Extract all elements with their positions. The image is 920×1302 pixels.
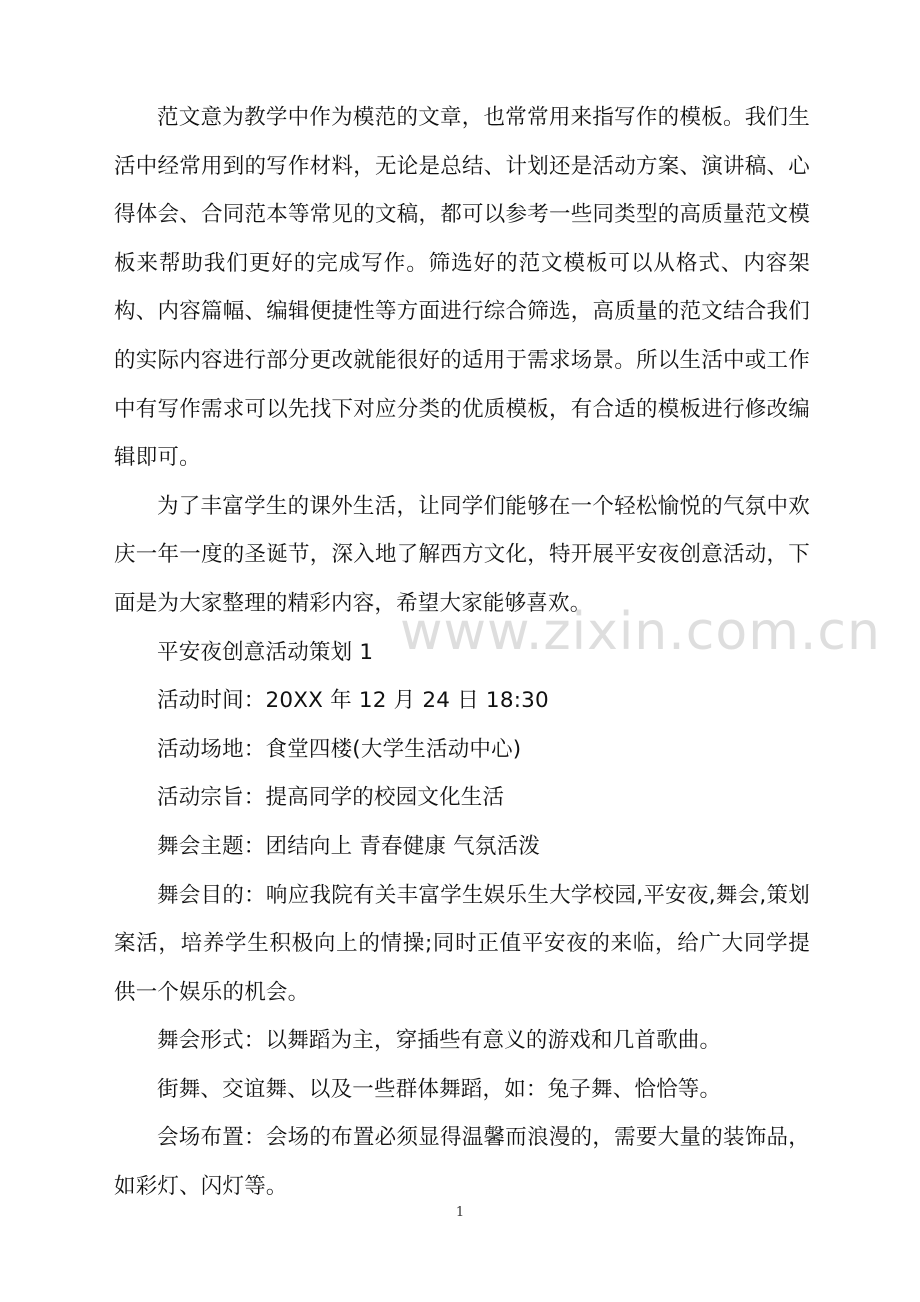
dance-goal: 舞会目的：响应我院有关丰富学生娱乐生大学校园,平安夜,舞会,策划案活，培养学生积极向上的情操;同时正值平安夜的来临，给广大同学提供一个娱乐的机会。 — [114, 882, 810, 1005]
intro-paragraph: 范文意为教学中作为模范的文章，也常常用来指写作的模板。我们生活中经常用到的写作材料，无论是总结、计划还是活动方案、演讲稿、心得体会、合同范本等常见的文稿，都可以参考一些同类型的高质量范文模板来帮助我们更好的完成写作。筛选好的范文模板可以从格式、内容架构、内容篇幅、编辑便捷性等方面进行综合筛选，高质量的范文结合我们的实际内容进行部分更改就能很好的适用于需求场景。所以生活中或工作中有写作需求可以先找下对应分类的优质模板，有合适的模板进行修改编辑即可。 — [114, 105, 810, 471]
section-heading: 平安夜创意活动策划 1 — [157, 639, 374, 665]
watermark: www.zixin.com.cn — [400, 602, 881, 662]
dance-format: 舞会形式：以舞蹈为主，穿插些有意义的游戏和几首歌曲。 — [157, 1028, 722, 1054]
event-time: 活动时间：20XX 年 12 月 24 日 18:30 — [157, 688, 549, 714]
event-venue: 活动场地：食堂四楼(大学生活动中心) — [157, 736, 522, 762]
dance-theme: 舞会主题：团结向上 青春健康 气氛活泼 — [157, 833, 540, 859]
page-number: 1 — [455, 1205, 465, 1220]
dance-types: 街舞、交谊舞、以及一些群体舞蹈，如：兔子舞、恰恰等。 — [157, 1076, 722, 1102]
venue-decoration: 会场布置：会场的布置必须显得温馨而浪漫的，需要大量的装饰品，如彩灯、闪灯等。 — [114, 1125, 810, 1200]
event-purpose: 活动宗旨：提高同学的校园文化生活 — [157, 785, 505, 811]
background-paragraph: 为了丰富学生的课外生活，让同学们能够在一个轻松愉悦的气氛中欢庆一年一度的圣诞节，深入地了解西方文化，特开展平安夜创意活动，下面是为大家整理的精彩内容，希望大家能够喜欢。 — [114, 493, 810, 616]
